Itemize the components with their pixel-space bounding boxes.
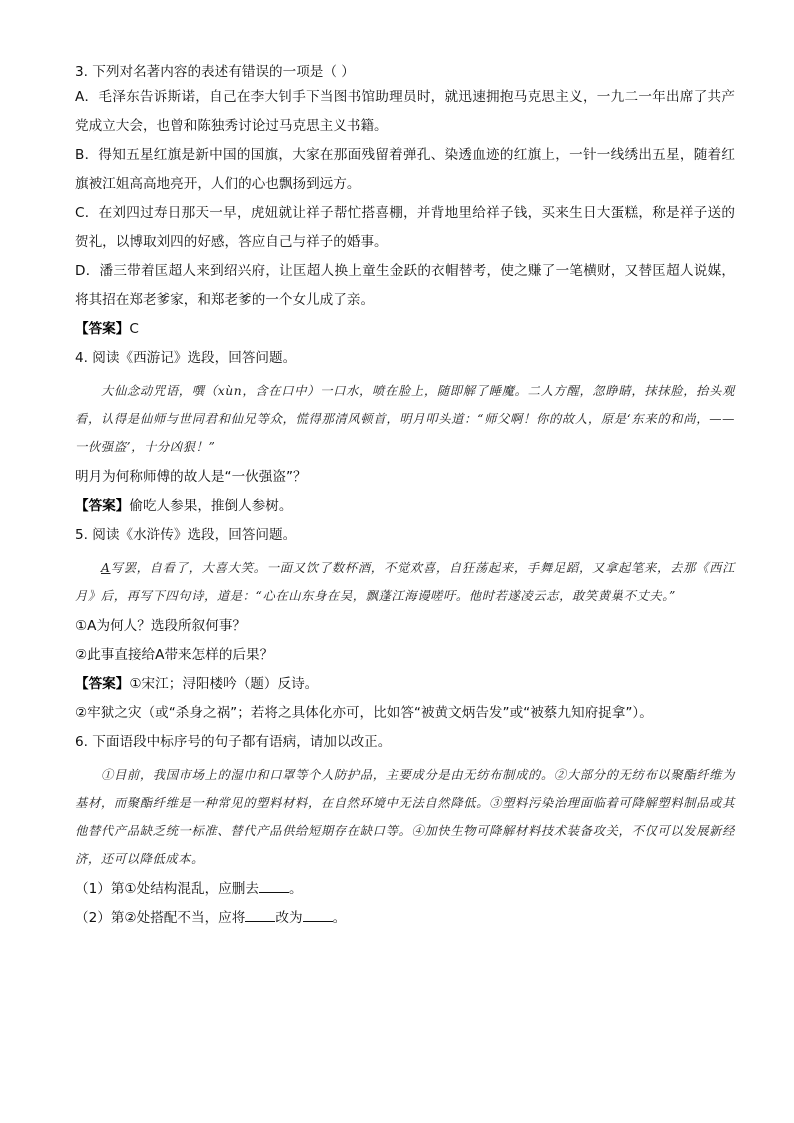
q4-question: 明月为何称师傅的故人是“一伙强盗”？: [75, 469, 307, 485]
q6-stem: 6. 下面语段中标序号的句子都有语病，请加以改正。: [75, 734, 392, 750]
q4-answer-value: 偷吃人参果，推倒人参树。: [129, 498, 293, 514]
q6-sub-2-middle: 改为: [275, 910, 303, 926]
q3-option-b: B．得知五星红旗是新中国的国旗，大家在那面残留着弹孔、染透血迹的红旗上，一针一线绣出五星，随着红旗被江姐高高地亮开，人们的心也飘扬到远方。: [75, 147, 735, 192]
q5-answer-2: ②牢狱之灾（或“杀身之祸”；若将之具体化亦可，比如答“被黄文炳告发”或“被蔡九知府捉拿”）。: [75, 705, 653, 721]
q6-sub-1: [75, 875, 735, 904]
q5-question-1: ①A为何人？选段所叙何事？: [75, 618, 247, 634]
q6-passage: ①目前，我国市场上的湿巾和口罩等个人防护品，主要成分是由无纺布制成的。②大部分的无纺布以聚酯纤维为基材，而聚酯纤维是一种常见的塑料材料，在自然环境中无法自然降低。③塑料污染治理面临着可降解塑料制品或其他替代产品缺乏统一标准、替代产品供给短期存在缺口等。④加快生物可降解材料技术装备攻关，不仅可以发展新经济，还可以降低成本。: [75, 768, 735, 866]
q3-answer: [75, 315, 735, 344]
q3-stem: 3. 下列对名著内容的表述有错误的一项是（ ）: [75, 64, 355, 80]
answer-label: 【答案】: [75, 498, 130, 514]
answer-blank[interactable]: [303, 909, 333, 922]
q4-stem: 4. 阅读《西游记》选段，回答问题。: [75, 350, 297, 366]
answer-label: 【答案】: [75, 321, 130, 337]
document-page: [75, 62, 735, 933]
q3-option-c: C．在刘四过寿日那天一早，虎妞就让祥子帮忙搭喜棚，并背地里给祥子钱，买来生日大蛋糕，称是祥子送的贺礼，以博取刘四的好感，答应自己与祥子的婚事。: [75, 205, 735, 250]
q6-sub-2: [75, 904, 735, 933]
answer-blank[interactable]: [245, 909, 275, 922]
q5-stem: 5. 阅读《水浒传》选段，回答问题。: [75, 527, 297, 543]
q3-answer-value: C: [129, 321, 139, 337]
q5-question-2: ②此事直接给A带来怎样的后果？: [75, 647, 274, 663]
q6-sub-1-end: 。: [288, 881, 303, 897]
q6-sub-2-end: 。: [332, 910, 347, 926]
answer-label: 【答案】: [75, 676, 130, 692]
q5-answer-1: ①宋江；浔阳楼吟（题）反诗。: [129, 676, 319, 692]
answer-blank[interactable]: [259, 880, 289, 893]
q3-option-d: D．潘三带着匡超人来到绍兴府，让匡超人换上童生金跃的衣帽替考，使之赚了一笔横财，又替匡超人说媒，将其招在郑老爹家，和郑老爹的一个女儿成了亲。: [75, 263, 735, 308]
q6-sub-1-text: （1）第①处结构混乱，应删去: [75, 881, 259, 897]
q5-passage-text: 写罢，自看了，大喜大笑。一面又饮了数杯酒，不觉欢喜，自狂荡起来，手舞足蹈，又拿起笔来，去那《西江月》后，再写下四句诗，道是：“心在山东身在吴，飘蓬江海谩嗟吁。他时若遂凌云志，敢笑黄巢不丈夫。”: [75, 561, 735, 603]
q3-option-a: A．毛泽东告诉斯诺，自己在李大钊手下当图书馆助理员时，就迅速拥抱马克思主义，一九二一年出席了共产党成立大会，也曾和陈独秀讨论过马克思主义书籍。: [75, 89, 735, 134]
q5-answer: [75, 670, 735, 699]
q4-answer: [75, 492, 735, 521]
q5-passage-subject: A: [101, 561, 111, 575]
q6-sub-2-text: （2）第②处搭配不当，应将: [75, 910, 246, 926]
q4-passage: 大仙念动咒语，噀（xùn，含在口中）一口水，喷在脸上，随即解了睡魔。二人方醒，忽睁睛，抹抹脸，抬头观看，认得是仙师与世同君和仙兄等众，慌得那清风顿首，明月叩头道：“师父啊！你的故人，原是‘东来的和尚，——一伙强盗’，十分凶狠！”: [75, 384, 735, 454]
q5-passage: [75, 554, 735, 610]
